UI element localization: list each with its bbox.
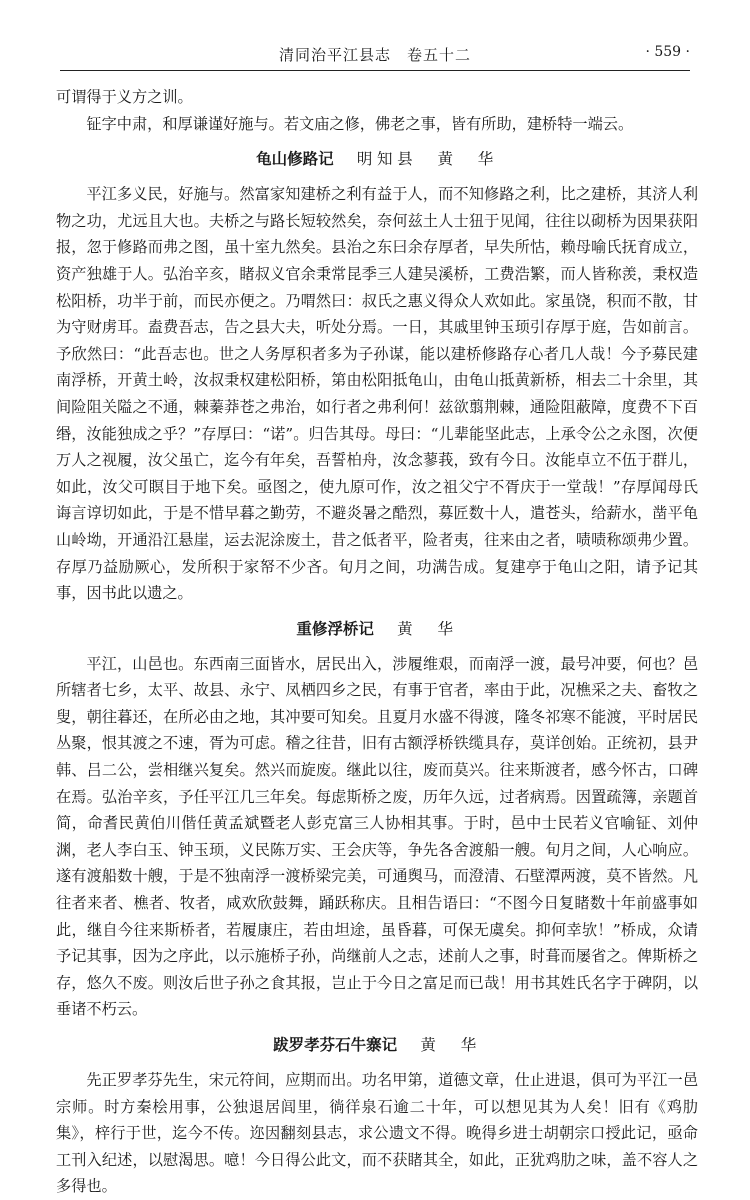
page-number: · 559 · xyxy=(645,44,690,60)
paragraph: 可谓得于义方之训。 xyxy=(56,88,193,106)
section-title: 重修浮桥记 xyxy=(296,618,374,638)
section-author: 明知县 黄 华 xyxy=(356,150,498,169)
paragraph: 钲字中肃，和厚谦谨好施与。若文庙之修，佛老之事，皆有所助，建桥特一端云。 xyxy=(86,114,634,133)
section-heading xyxy=(56,616,698,642)
section-title: 跋罗孝芬石牛寨记 xyxy=(273,1035,398,1054)
section-heading xyxy=(56,1032,698,1058)
paragraph: 先正罗孝芬先生，宋元符间，应期而出。功名甲第，道德文章，仕止进退，俱可为平江一邑宗师。时方秦桧用事，公独退居闾里，徜徉泉石逾二十年，可以想见其为人矣！旧有《鸡肋集》，梓行于世，迄今不传。迩因翻刻县志，求公遗文不得。晚得乡进士胡朝宗口授此记，亟命工刊入纪述，以慰渴思。噫！今日得公此文，而不获睹其全，如此，正犹鸡肋之味，盖不容人之多得也。 xyxy=(56,1071,698,1196)
section-heading xyxy=(56,146,698,172)
page-header xyxy=(60,40,690,71)
running-title: 清同治平江县志 卷五十二 xyxy=(278,46,471,64)
section-author: 黄 华 xyxy=(397,619,458,638)
paragraph: 平江，山邑也。东西南三面皆水，居民出入，涉履维艰，而南浮一渡，最号冲要，何也？邑所辖者七乡，太平、故县、永宁、凤栖四乡之民，有事于官者，率由于此，况樵采之夫、畜牧之叟，朝往暮还，在所必由之地，其冲要可知矣。且夏月水盛不得渡，隆冬祁寒不能渡，平时居民丛聚，恨其渡之不速，胥为可虑。稽之往昔，旧有古额浮桥铁缆具存，莫详创始。正统初，县尹韩、吕二公，尝相继兴复矣。然兴而旋废。继此以往，废而莫兴。往来斯渡者，感今怀古，口碑在焉。弘治辛亥，予任平江几三年矣。每虑斯桥之废，历年久远，过者病焉。因置疏簿，亲题首简，命耆民黄伯川偕任黄孟斌暨老人彭克富三人协相其事。于时，邑中士民若义官喻钲、刘仲渊，老人李白玉、钟玉顼，义民陈万实、王会庆等，争先各舍渡船一艘。旬月之间，人心响应。遂有渡船数十艘，于是不独南浮一渡桥梁完美，可通舆马，而澄清、石壁潭两渡，莫不皆然。凡往者来者、樵者、牧者，咸欢欣鼓舞，踊跃称庆。且相告语曰：“不图今日复睹数十年前盛事如此，继自今往来斯桥者，若履康庄，若由坦途，虽昏暮，可保无虞矣。抑何幸欤！”桥成，众请予记其事，因为之序此，以示施桥子孙，尚继前人之志，述前人之事，时葺而屡省之。俾斯桥之存，悠久不废。则汝后世子孙之食其报，岂止于今日之富足而已哉！用书其姓氏名字于碑阴，以垂诸不朽云。 xyxy=(56,654,698,1019)
section-author: 黄 华 xyxy=(420,1036,481,1054)
paragraph: 平江多义民，好施与。然富家知建桥之利有益于人，而不知修路之利，比之建桥，其济人利物之功，尤远且大也。夫桥之与路长短较然矣，奈何兹土人士狃于见闻，往往以砌桥为因果获阳报，忽于修路而弗之图，虽十室九然矣。县治之东曰余存厚者，早失所怙，赖母喻氏抚育成立，资产独雄于人。弘治辛亥，睹叔义官余秉常昆季三人建吴溪桥，工费浩繁，而人皆称羡，秉权造松阳桥，功半于前，而民亦便之。乃喟然曰：叔氏之惠义得众人欢如此。家虽饶，积而不散，甘为守财虏耳。盍费吾志，告之县大夫，听处分焉。一日，其戚里钟玉顼引存厚于庭，告如前言。予欣然曰：“此吾志也。世之人务厚积者多为子孙谋，能以建桥修路存心者几人哉！今予募民建南浮桥，开黄土岭，汝叔秉权建松阳桥，第由松阳抵龟山，由龟山抵黄新桥，相去二十余里，其间险阻关隘之不通，棘蓁莽苍之弗治，如行者之弗利何！兹欲翦荆棘，通险阻蔽障，度费不下百缗，汝能独成之乎？”存厚曰：“诺”。归告其母。母曰：“儿辈能坚此志，上承令公之永图，次便万人之视履，汝父虽亡，迄今有年矣，吾誓柏舟，汝念蓼莪，致有今日。汝能卓立不伍于群儿，如此，汝父可瞑目于地下矣。亟图之，使九原可作，汝之祖父宁不胥庆于一堂哉！”存厚闻母氏诲言谆切如此，于是不惜早暮之勤劳，不避炎暑之酷烈，募匠数十人，遣苍头，给薪水，凿平龟山岭坳，开通沿江悬崖，运去泥涂废土，昔之低者平，险者夷，往来由之者，啧啧称颂弗少置。存厚乃益励厥心，发所积于家帑不少吝。旬月之间，功满告成。复建亭于龟山之阳，请予记其事，因书此以遗之。 xyxy=(56,185,698,603)
section-title: 龟山修路记 xyxy=(256,149,334,169)
page-body xyxy=(56,84,698,1200)
